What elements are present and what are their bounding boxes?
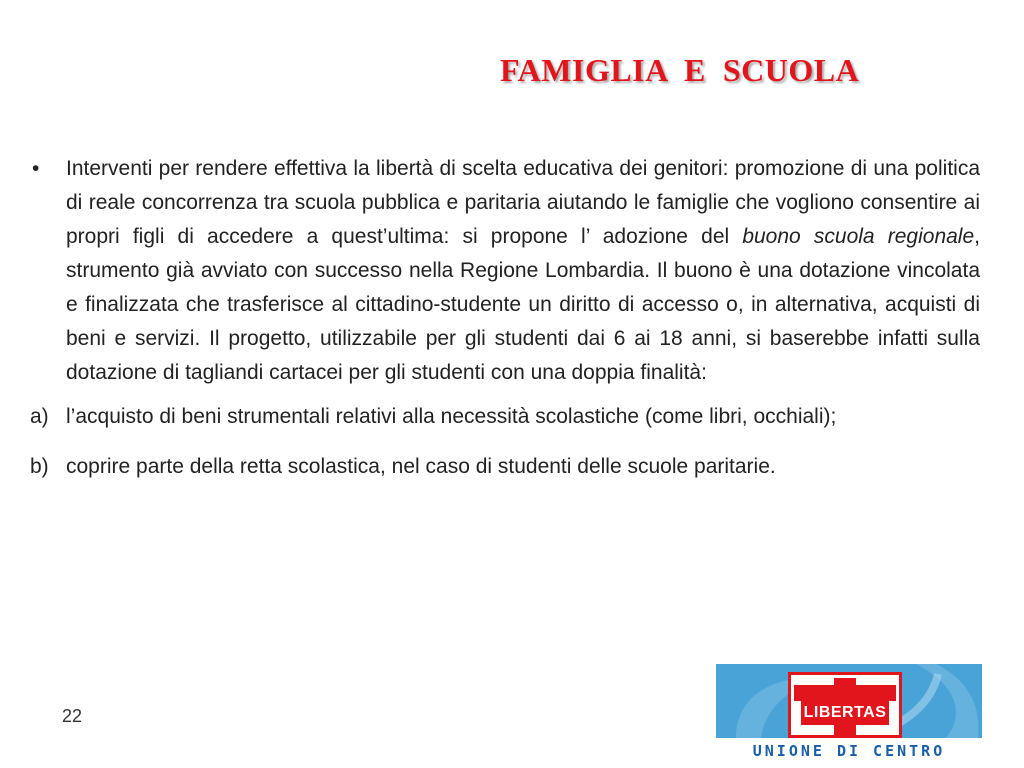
bullet-text-italic: buono scuola regionale bbox=[742, 225, 975, 248]
libertas-logo bbox=[716, 664, 982, 768]
logo-caption: UNIONE DI CENTRO bbox=[752, 742, 946, 760]
page-number: 22 bbox=[62, 706, 83, 726]
bullet-item bbox=[30, 152, 980, 390]
sub-item-b bbox=[30, 450, 980, 484]
sub-item-marker: b) bbox=[30, 455, 49, 478]
shield-icon bbox=[788, 672, 902, 738]
sub-item-marker: a) bbox=[30, 405, 49, 428]
bullet-text bbox=[66, 152, 980, 390]
sub-item-text: l’acquisto di beni strumentali relativi alla necessità scolastiche (come libri, occhiali); bbox=[66, 405, 837, 428]
logo-banner bbox=[716, 664, 982, 738]
sub-item-a bbox=[30, 400, 980, 434]
libertas-badge: LIBERTAS bbox=[801, 701, 889, 725]
bullet-marker: • bbox=[32, 157, 40, 180]
bullet-text-part-1: Interventi per rendere effettiva la libertà di scelta educativa dei genitori: promozione di una politica di reale concorrenza tra scuola pubblica e paritaria aiutando le famiglie che vogliono consentire ai propri figli di accedere a quest’ultima: si propone l’ adozione del bbox=[66, 157, 980, 248]
sub-item-text: coprire parte della retta scolastica, nel caso di studenti delle scuole paritarie. bbox=[66, 455, 776, 478]
bullet-text-part-2: , strumento già avviato con successo nella Regione Lombardia. Il buono è una dotazione vincolata e finalizzata che trasferisce al cittadino-studente un diritto di accesso o, in alternativa, acquisti di beni e servizi. Il progetto, utilizzabile per gli studenti dai 6 ai 18 anni, si baserebbe infatti sulla dotazione di tagliandi cartacei per gli studenti con una doppia finalità: bbox=[66, 225, 980, 384]
slide-body bbox=[30, 152, 980, 484]
slide-title: FAMIGLIA E SCUOLA bbox=[500, 52, 860, 88]
cross-horizontal bbox=[794, 685, 896, 701]
